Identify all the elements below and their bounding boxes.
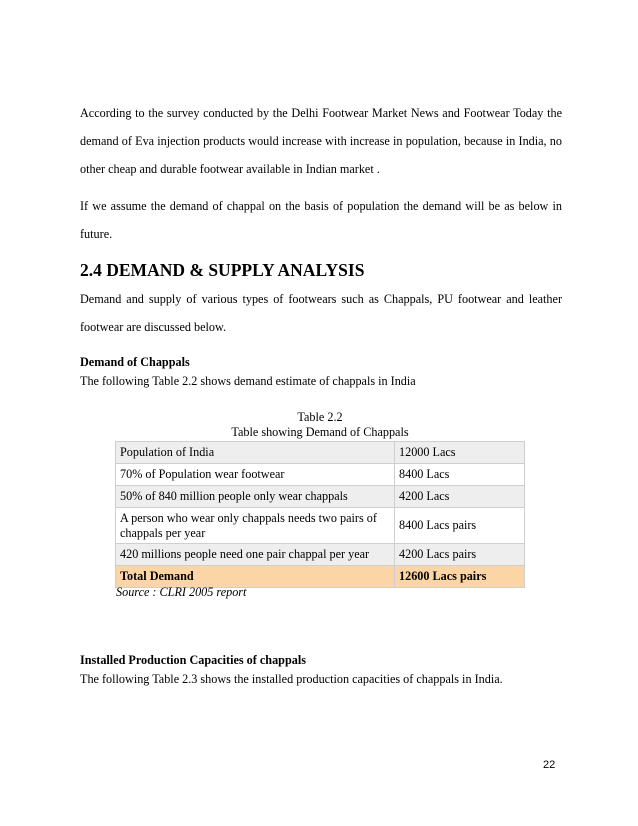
- capacity-intro: The following Table 2.3 shows the installed production capacities of chappals in India.: [80, 672, 503, 686]
- table-caption-title: Table showing Demand of Chappals: [231, 425, 409, 439]
- row-label: 420 millions people need one pair chappal per year: [116, 544, 395, 566]
- table-row: [116, 486, 525, 508]
- row-value: 4200 Lacs pairs: [395, 544, 525, 566]
- demand-intro: The following Table 2.2 shows demand estimate of chappals in India: [80, 374, 416, 388]
- row-value: 12000 Lacs: [395, 442, 525, 464]
- intro-paragraph-2: If we assume the demand of chappal on the basis of population the demand will be as below in future.: [80, 199, 562, 241]
- row-value: 4200 Lacs: [395, 486, 525, 508]
- section-heading: 2.4 DEMAND & SUPPLY ANALYSIS: [80, 260, 365, 280]
- row-label: 70% of Population wear footwear: [116, 464, 395, 486]
- row-value: 8400 Lacs pairs: [395, 508, 525, 544]
- demand-table: [115, 441, 525, 588]
- page-number: 22: [543, 759, 556, 771]
- table-row: [116, 442, 525, 464]
- row-label: 50% of 840 million people only wear chappals: [116, 486, 395, 508]
- total-value: 12600 Lacs pairs: [395, 566, 525, 588]
- table-row: [116, 464, 525, 486]
- capacity-subheading: Installed Production Capacities of chappals: [80, 653, 306, 667]
- intro-paragraph-1: According to the survey conducted by the Delhi Footwear Market News and Footwear Today the demand of Eva injection products would increase with increase in population, because in India, no other cheap and durable footwear available in Indian market .: [80, 106, 562, 176]
- section-paragraph: Demand and supply of various types of footwears such as Chappals, PU footwear and leather footwear are discussed below.: [80, 292, 562, 334]
- table-source: Source : CLRI 2005 report: [116, 585, 247, 599]
- table-caption-number: Table 2.2: [297, 410, 343, 424]
- demand-subheading: Demand of Chappals: [80, 355, 190, 369]
- row-value: 8400 Lacs: [395, 464, 525, 486]
- table-row: [116, 544, 525, 566]
- row-label: Population of India: [116, 442, 395, 464]
- table-row: [116, 508, 525, 544]
- row-label: A person who wear only chappals needs two pairs of chappals per year: [116, 508, 395, 544]
- total-label: Total Demand: [116, 566, 395, 588]
